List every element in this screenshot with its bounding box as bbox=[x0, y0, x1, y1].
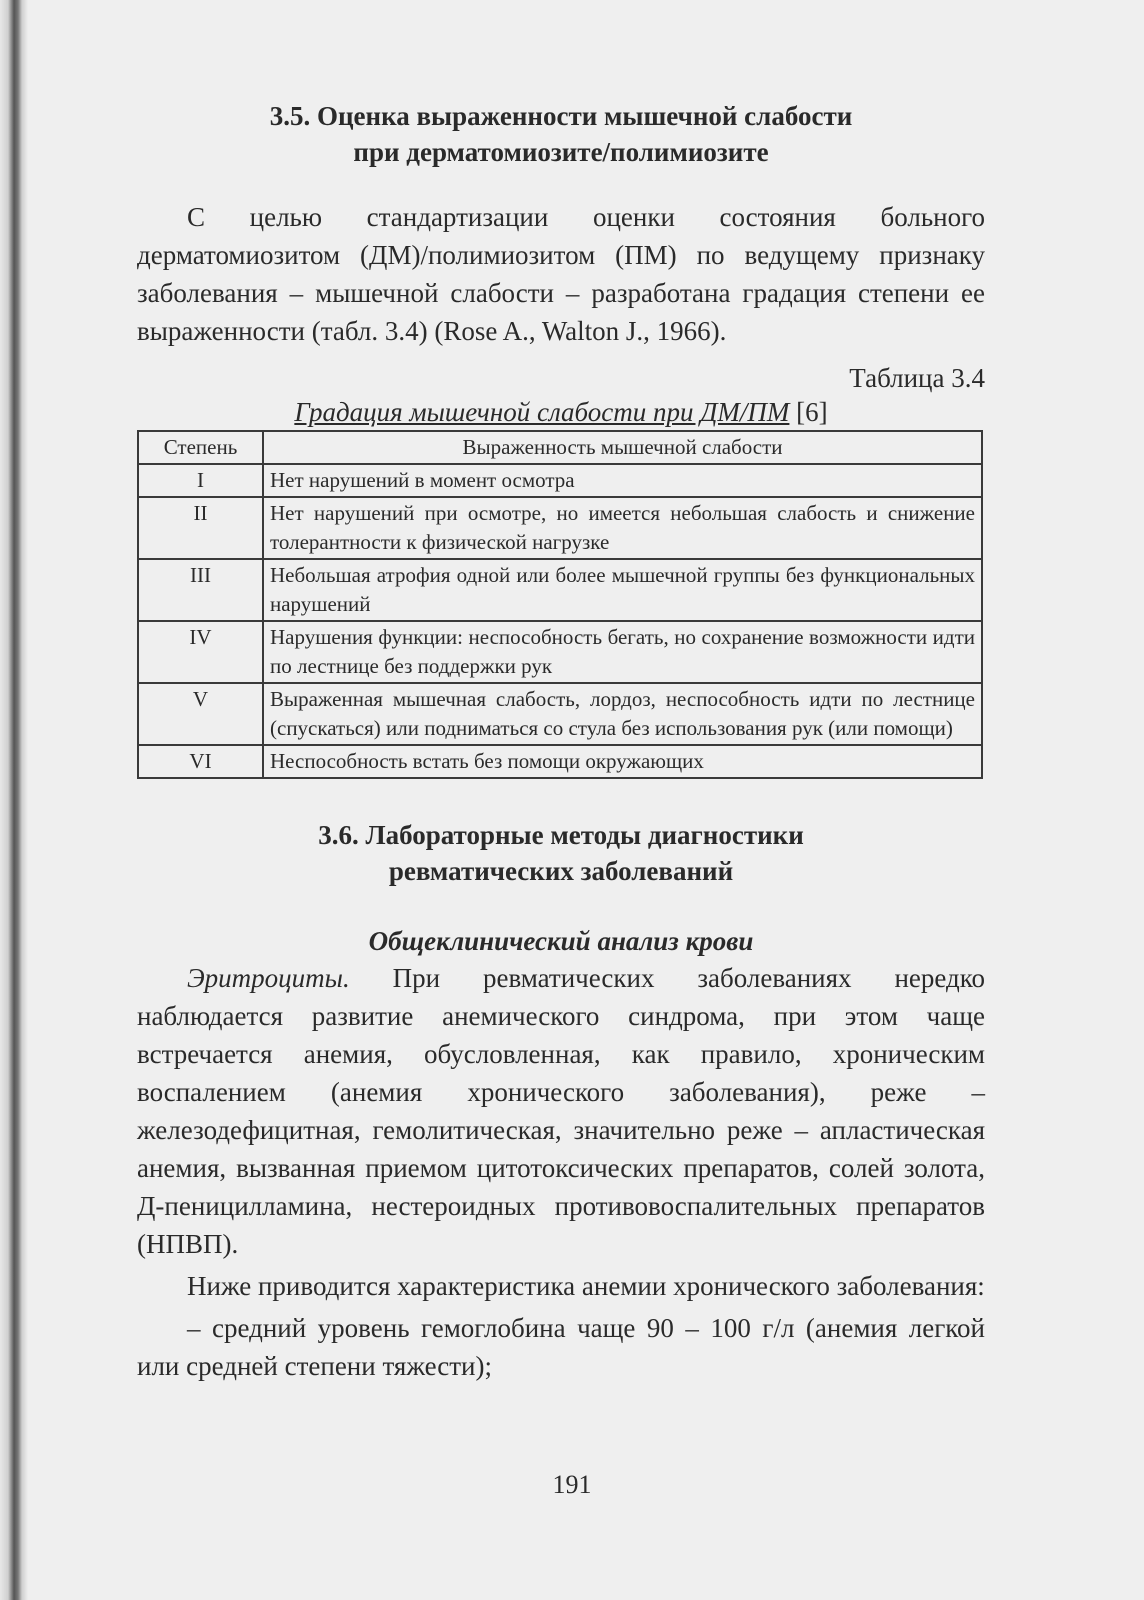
description-cell: Неспособность встать без помощи окружающих bbox=[263, 745, 982, 778]
description-cell: Нет нарушений при осмотре, но имеется небольшая слабость и снижение толерантности к физической нагрузке bbox=[263, 497, 982, 559]
page-content bbox=[137, 98, 985, 1385]
page-number: 191 bbox=[552, 1470, 592, 1499]
header-degree: Степень bbox=[138, 431, 263, 464]
degree-cell: VI bbox=[138, 745, 263, 778]
degree-cell: V bbox=[138, 683, 263, 745]
section-3-6-title: 3.6. Лабораторные методы диагностики ревматических заболеваний bbox=[318, 820, 804, 886]
degree-cell: II bbox=[138, 497, 263, 559]
degree-cell: III bbox=[138, 559, 263, 621]
table-row bbox=[138, 621, 982, 683]
description-cell: Выраженная мышечная слабость, лордоз, неспособность идти по лестнице (спускаться) или подниматься со стула без использования рук (или помощи) bbox=[263, 683, 982, 745]
table-caption: Таблица 3.4 bbox=[849, 363, 985, 393]
table-row bbox=[138, 559, 982, 621]
description-cell: Нет нарушений в момент осмотра bbox=[263, 464, 982, 497]
description-cell: Нарушения функции: неспособность бегать, но сохранение возможности идти по лестнице без поддержки рук bbox=[263, 621, 982, 683]
description-cell: Небольшая атрофия одной или более мышечной группы без функциональных нарушений bbox=[263, 559, 982, 621]
section-3-5-paragraph: С целью стандартизации оценки состояния больного дерматомиозитом (ДМ)/полимиозитом (ПМ) по ведущему признаку заболевания – мышечной слабости – разработана градация степени ее выраженности (табл. 3.4) (Rose A., Walton J., 1966). bbox=[137, 202, 985, 346]
degree-cell: IV bbox=[138, 621, 263, 683]
table-row bbox=[138, 745, 982, 778]
weakness-grade-table bbox=[137, 430, 983, 779]
hemoglobin-paragraph: – средний уровень гемоглобина чаще 90 – 100 г/л (анемия легкой или средней степени тяжести); bbox=[137, 1313, 985, 1381]
table-row bbox=[138, 497, 982, 559]
table-row bbox=[138, 464, 982, 497]
table-title: Градация мышечной слабости при ДМ/ПМ [6] bbox=[294, 397, 828, 427]
blood-analysis-subtitle: Общеклинический анализ крови bbox=[368, 926, 754, 956]
table-row bbox=[138, 683, 982, 745]
section-3-5-title: 3.5. Оценка выраженности мышечной слабости при дерматомиозите/полимиозите bbox=[269, 101, 853, 167]
anemia-intro-paragraph: Ниже приводится характеристика анемии хронического заболевания: bbox=[187, 1271, 985, 1301]
erythrocytes-paragraph: Эритроциты. При ревматических заболеваниях нередко наблюдается развитие анемического синдрома, при этом чаще встречается анемия, обусловленная, как правило, хроническим воспалением (анемия хронического заболевания), реже – железодефицитная, гемолитическая, значительно реже – апластическая анемия, вызванная приемом цитотоксических препаратов, солей золота, Д-пеницилламина, нестероидных противовоспалительных препаратов (НПВП). bbox=[137, 963, 985, 1259]
table-header-row bbox=[138, 431, 982, 464]
degree-cell: I bbox=[138, 464, 263, 497]
header-description: Выраженность мышечной слабости bbox=[263, 431, 982, 464]
book-spine-shadow bbox=[0, 0, 28, 1600]
